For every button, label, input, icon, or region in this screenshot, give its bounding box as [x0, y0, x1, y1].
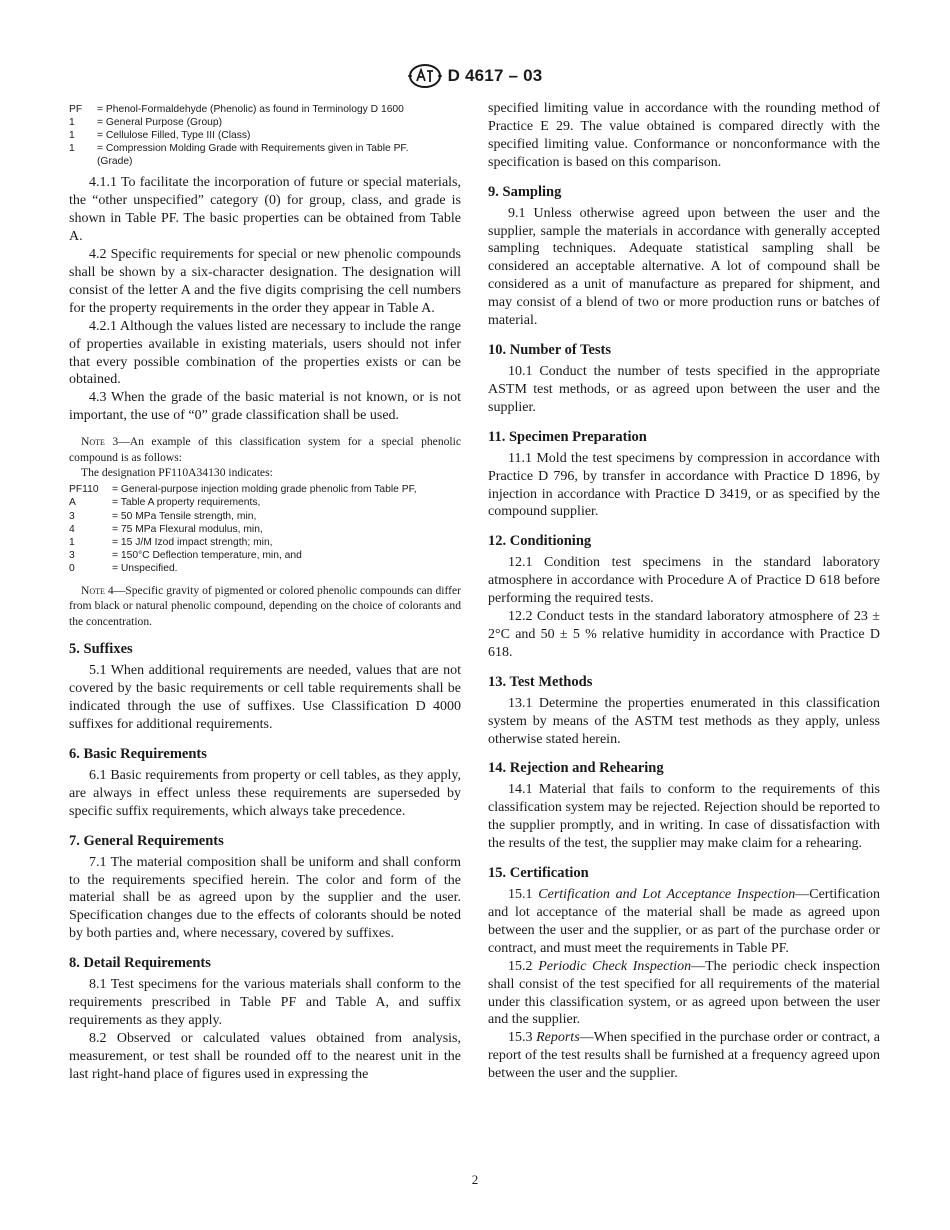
- paragraph-5-1: 5.1 When additional requirements are needed, values that are not covered by the basic requirements or cell table requirements shall be indicated through the use of suffixes. Use Classification D 4000 suffixes for additional requirements.: [69, 663, 461, 732]
- term-reports: Reports: [536, 1030, 580, 1046]
- paragraph-4-1-1: 4.1.1 To facilitate the incorporation of future or special materials, the “other unspecified” category (0) for group, class, and grade is shown in Table PF. The basic properties can be obtained from Table A.: [69, 175, 461, 245]
- paragraph-8-2-continued: specified limiting value in accordance with the rounding method of Practice E 29. The value obtained is compared directly with the specified limiting value. Conformance or nonconformance with the specification is based on this comparison.: [488, 101, 880, 170]
- paragraph-4-2-1: 4.2.1 Although the values listed are necessary to include the range of properties available in existing materials, users should not infer that every possible combination of the properties exists or can be obtained.: [69, 318, 461, 388]
- list-item: 3 = 50 MPa Tensile strength, min,: [69, 510, 257, 522]
- list-item: PF = Phenol-Formaldehyde (Phenolic) as found in Terminology D 1600: [69, 104, 404, 115]
- section-heading-11: 11. Specimen Preparation: [488, 428, 647, 445]
- note-3-subtext: The designation PF110A34130 indicates:: [81, 465, 273, 479]
- paragraph-4-2: 4.2 Specific requirements for special or new phenolic compounds shall be shown by a six-character designation. The designation will consist of the letter A and the five digits comprising the cell numbers for the property requirements in the order they appear in Table A.: [69, 247, 461, 316]
- paragraph-9-1: 9.1 Unless otherwise agreed upon between the user and the supplier, sample the materials in accordance with generally accepted sampling techniques. Adequate statistical sampling shall be considered an acceptable alternative. A lot of compound shall be considered as a unit of manufacture as prepared for shipment, and may consist of a blend of two or more production runs or batches of material.: [488, 205, 880, 329]
- example-designation-list: [69, 483, 461, 575]
- term-periodic-check: Periodic Check Inspection: [538, 958, 692, 974]
- section-heading-8: 8. Detail Requirements: [69, 955, 211, 972]
- section-heading-12: 12. Conditioning: [488, 533, 592, 550]
- list-item: 1 = General Purpose (Group): [69, 117, 223, 129]
- note-3: Note 3—An example of this classification system for a special phenolic compound is as follows:: [69, 435, 461, 464]
- section-heading-14: 14. Rejection and Rehearing: [488, 760, 664, 777]
- paragraph-12-1: 12.1 Condition test specimens in the standard laboratory atmosphere in accordance with Procedure A of Practice D 618 before performing the required tests.: [488, 555, 880, 607]
- list-item: 1 = Compression Molding Grade with Requirements given in Table PF. (Grade): [69, 143, 409, 168]
- paragraph-8-2: 8.2 Observed or calculated values obtained from analysis, measurement, or test shall be rounded off to the nearest unit in the last right-hand place of figures used in expressing the: [69, 1030, 461, 1082]
- note-label: Note: [81, 584, 105, 598]
- section-heading-7: 7. General Requirements: [69, 832, 224, 849]
- section-heading-5: 5. Suffixes: [69, 641, 133, 658]
- paragraph-6-1: 6.1 Basic requirements from property or cell tables, as they apply, are always in effect unless these requirements are superseded by specific suffix requirements, which always take precedence.: [69, 767, 461, 819]
- term-certification: Certification and Lot Acceptance Inspection: [538, 887, 796, 903]
- paragraph-11-1: 11.1 Mold the test specimens by compression in accordance with Practice D 796, by transfer in accordance with Practice D 1896, by injection in accordance with Practice D 3419, or as specified by the compound supplier.: [488, 450, 880, 520]
- page-number: 2: [471, 1172, 479, 1187]
- paragraph-4-3: 4.3 When the grade of the basic material is not known, or is not important, the use of “0” grade classification shall be used.: [69, 390, 461, 424]
- paragraph-15-3: 15.3 Reports—When specified in the purchase order or contract, a report of the test results shall be furnished at a frequency agreed upon between the user and the supplier.: [488, 1030, 881, 1082]
- paragraph-15-2: 15.2 Periodic Check Inspection—The periodic check inspection shall consist of the test specified for all requirements of the material under this classification system, or as agreed upon between the user and the supplier.: [488, 958, 880, 1028]
- list-item: A = Table A property requirements,: [69, 497, 261, 509]
- paragraph-7-1: 7.1 The material composition shall be uniform and shall conform to the requirements specified herein. The color and form of the material shall be as agreed upon by the supplier and the user. Specification changes due to the effects of colorants should be noted by both parties and, where necessary, covered by suffixes.: [69, 854, 461, 942]
- list-item: 1 = Cellulose Filled, Type III (Class): [69, 130, 251, 142]
- paragraph-14-1: 14.1 Material that fails to conform to the requirements of this classification system may be rejected. Rejection should be reported to the supplier promptly, and in writing. In case of dissatisfaction with the results of the test, the supplier may make claim for a rehearing.: [488, 782, 880, 852]
- paragraph-15-1: 15.1 Certification and Lot Acceptance Inspection—Certification and lot acceptance of the material shall be made as agreed upon between the user and the supplier, or as part of the purchase order or contract, and must meet the requirements in Table PF.: [488, 887, 881, 956]
- list-item: 0 = Unspecified.: [69, 562, 178, 574]
- left-column: [69, 103, 461, 1084]
- section-heading-15: 15. Certification: [488, 865, 589, 882]
- section-heading-10: 10. Number of Tests: [488, 341, 611, 358]
- designation-key-list: [69, 103, 461, 168]
- list-item: 4 = 75 MPa Flexural modulus, min,: [69, 523, 263, 535]
- paragraph-13-1: 13.1 Determine the properties enumerated in this classification system by means of the ASTM test methods as they apply, unless otherwise stated herein.: [488, 695, 880, 747]
- list-item: 1 = 15 J/M Izod impact strength; min,: [69, 536, 273, 548]
- paragraph-8-1: 8.1 Test specimens for the various materials shall conform to the requirements prescribed in Table PF and Table A, and suffix requirements as they apply.: [69, 977, 461, 1028]
- section-heading-9: 9. Sampling: [488, 183, 562, 200]
- page-header: [0, 62, 950, 90]
- paragraph-10-1: 10.1 Conduct the number of tests specified in the appropriate ASTM test methods, or as agreed upon between the user and the supplier.: [488, 363, 880, 415]
- section-heading-6: 6. Basic Requirements: [69, 745, 207, 762]
- note-4: Note 4—Specific gravity of pigmented or colored phenolic compounds can differ from black or natural phenolic compound, depending on the choice of colorants and the concentration.: [69, 584, 461, 628]
- note-label: Note: [81, 435, 105, 449]
- list-item: 3 = 150°C Deflection temperature, min, and: [69, 549, 302, 561]
- right-column: [488, 100, 880, 1083]
- document-designation: D 4617 – 03: [447, 66, 543, 85]
- paragraph-12-2: 12.2 Conduct tests in the standard laboratory atmosphere of 23 ± 2°C and 50 ± 5 % relative humidity in accordance with Practice D 618.: [488, 609, 880, 660]
- section-heading-13: 13. Test Methods: [488, 673, 593, 690]
- list-item: PF110 = General-purpose injection molding grade phenolic from Table PF,: [69, 484, 417, 496]
- astm-logo-icon: [408, 63, 442, 89]
